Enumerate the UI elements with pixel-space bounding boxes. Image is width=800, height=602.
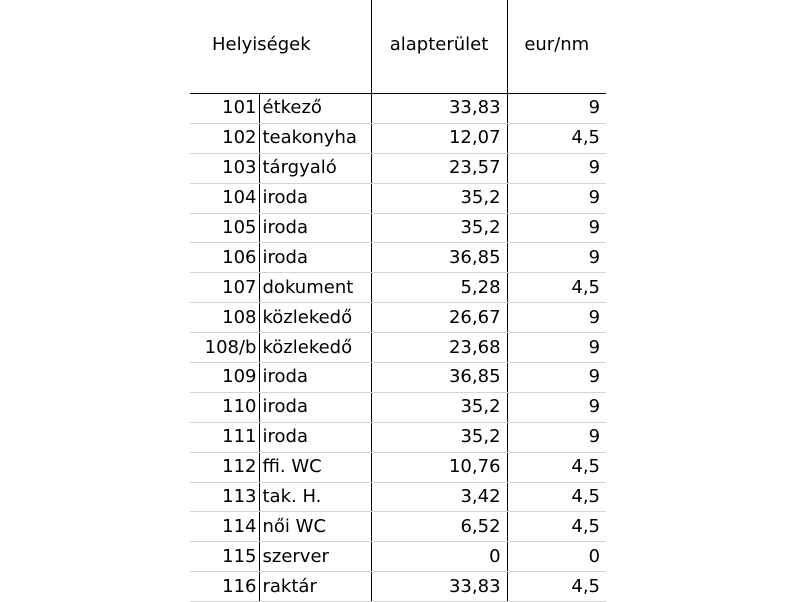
room-number-cell: 102: [190, 123, 259, 153]
table-row: [190, 363, 606, 393]
table-header-row: [190, 0, 606, 94]
table-row: [190, 303, 606, 333]
room-name-cell: étkező: [259, 94, 371, 124]
room-number-cell: 111: [190, 422, 259, 452]
room-area-cell: 6,52: [371, 512, 507, 542]
room-area-cell: 35,2: [371, 213, 507, 243]
room-price-cell: 4,5: [507, 452, 606, 482]
table-row: [190, 183, 606, 213]
room-area-cell: 36,85: [371, 243, 507, 273]
room-name-cell: dokument: [259, 273, 371, 303]
room-number-cell: 116: [190, 572, 259, 602]
room-number-cell: 107: [190, 273, 259, 303]
room-name-cell: iroda: [259, 213, 371, 243]
room-price-cell: 4,5: [507, 482, 606, 512]
room-price-cell: 4,5: [507, 123, 606, 153]
room-name-cell: tak. H.: [259, 482, 371, 512]
room-area-cell: 35,2: [371, 183, 507, 213]
room-number-cell: 106: [190, 243, 259, 273]
room-name-cell: ffi. WC: [259, 452, 371, 482]
table-row: [190, 213, 606, 243]
room-price-cell: 9: [507, 183, 606, 213]
room-area-cell: 33,83: [371, 94, 507, 124]
room-number-cell: 110: [190, 392, 259, 422]
room-area-cell: 23,68: [371, 333, 507, 363]
room-area-cell: 23,57: [371, 153, 507, 183]
room-price-cell: 9: [507, 422, 606, 452]
table-row: [190, 482, 606, 512]
table-row: [190, 572, 606, 602]
room-price-cell: 4,5: [507, 572, 606, 602]
room-name-cell: női WC: [259, 512, 371, 542]
table-body: [190, 94, 606, 602]
room-number-cell: 115: [190, 542, 259, 572]
header-rooms: Helyiségek: [212, 34, 311, 55]
room-price-cell: 9: [507, 94, 606, 124]
room-price-cell: 9: [507, 243, 606, 273]
table-row: [190, 153, 606, 183]
room-number-cell: 103: [190, 153, 259, 183]
room-area-cell: 26,67: [371, 303, 507, 333]
room-number-cell: 112: [190, 452, 259, 482]
room-area-cell: 36,85: [371, 363, 507, 393]
table-row: [190, 452, 606, 482]
room-area-cell: 0: [371, 542, 507, 572]
room-price-cell: 4,5: [507, 273, 606, 303]
room-price-cell: 9: [507, 303, 606, 333]
room-number-cell: 108/b: [190, 333, 259, 363]
room-number-cell: 104: [190, 183, 259, 213]
room-area-cell: 12,07: [371, 123, 507, 153]
room-number-cell: 109: [190, 363, 259, 393]
header-price: eur/nm: [507, 0, 606, 94]
room-name-cell: iroda: [259, 363, 371, 393]
room-name-cell: iroda: [259, 422, 371, 452]
room-name-cell: iroda: [259, 243, 371, 273]
room-name-cell: iroda: [259, 392, 371, 422]
header-area: alapterület: [371, 0, 507, 94]
room-name-cell: közlekedő: [259, 303, 371, 333]
room-name-cell: szerver: [259, 542, 371, 572]
room-name-cell: teakonyha: [259, 123, 371, 153]
room-area-cell: 3,42: [371, 482, 507, 512]
room-price-cell: 9: [507, 392, 606, 422]
table-row: [190, 94, 606, 124]
room-price-cell: 9: [507, 363, 606, 393]
table-row: [190, 123, 606, 153]
room-number-cell: 101: [190, 94, 259, 124]
room-price-cell: 4,5: [507, 512, 606, 542]
room-area-cell: 33,83: [371, 572, 507, 602]
room-number-cell: 105: [190, 213, 259, 243]
room-number-cell: 114: [190, 512, 259, 542]
room-price-cell: 9: [507, 153, 606, 183]
table-row: [190, 512, 606, 542]
room-table: [190, 0, 606, 602]
table-row: [190, 422, 606, 452]
room-area-cell: 10,76: [371, 452, 507, 482]
table-row: [190, 243, 606, 273]
table-row: [190, 392, 606, 422]
room-price-cell: 0: [507, 542, 606, 572]
room-name-cell: raktár: [259, 572, 371, 602]
room-area-cell: 35,2: [371, 422, 507, 452]
room-table-sheet: [190, 0, 606, 600]
table-row: [190, 542, 606, 572]
room-price-cell: 9: [507, 213, 606, 243]
room-name-cell: tárgyaló: [259, 153, 371, 183]
room-area-cell: 5,28: [371, 273, 507, 303]
room-number-cell: 113: [190, 482, 259, 512]
room-price-cell: 9: [507, 333, 606, 363]
table-row: [190, 273, 606, 303]
room-area-cell: 35,2: [371, 392, 507, 422]
room-name-cell: közlekedő: [259, 333, 371, 363]
room-number-cell: 108: [190, 303, 259, 333]
room-name-cell: iroda: [259, 183, 371, 213]
table-row: [190, 333, 606, 363]
